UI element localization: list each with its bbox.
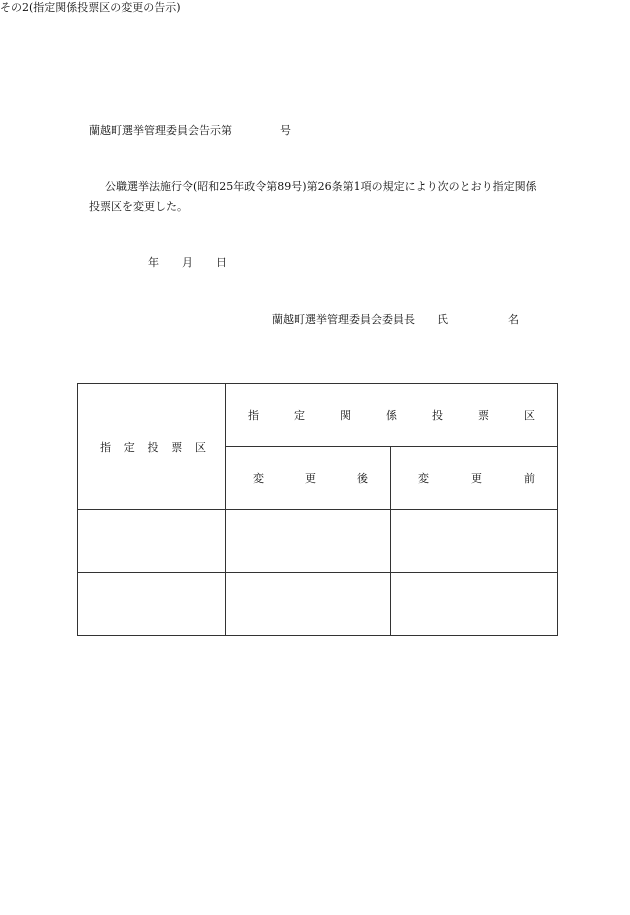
table-cell-empty (226, 573, 391, 636)
notice-number-line (89, 123, 291, 139)
body-text-line-2: 投票区を変更した。 (89, 200, 188, 213)
header-char: 投 (147, 440, 159, 454)
header-char: 後 (357, 472, 368, 485)
header-char: 変 (418, 472, 429, 485)
heading: その2(指定関係投票区の変更の告示) (0, 1, 181, 14)
header-char: 関 (340, 409, 351, 422)
header-char: 票 (171, 440, 183, 454)
table-cell-empty (226, 510, 391, 573)
related-district-header (226, 407, 557, 423)
notice-prefix: 蘭越町選挙管理委員会告示第 (89, 124, 232, 137)
notice-suffix: 号 (280, 124, 291, 137)
designated-district-header-cell (78, 384, 226, 510)
table-row (78, 510, 558, 573)
table-cell-empty (391, 573, 558, 636)
date-day: 日 (216, 256, 227, 269)
after-change-header (226, 470, 390, 486)
header-char: 係 (386, 409, 397, 422)
header-char: 指 (100, 440, 111, 454)
before-change-header (391, 470, 557, 486)
date-month: 月 (182, 256, 193, 269)
table-cell-empty (78, 573, 226, 636)
header-char: 変 (253, 472, 264, 485)
header-char: 投 (432, 409, 443, 422)
signature-given-name: 名 (508, 313, 519, 326)
related-district-header-cell (226, 384, 558, 447)
header-char: 前 (524, 472, 535, 485)
header-char: 指 (248, 409, 259, 422)
date-year: 年 (148, 256, 159, 269)
header-char: 更 (471, 472, 482, 485)
signature-title: 蘭越町選挙管理委員会委員長 (272, 313, 415, 326)
designated-district-header (78, 439, 228, 455)
signature-line (272, 312, 519, 328)
header-char: 票 (478, 409, 489, 422)
polling-district-table (77, 383, 558, 636)
date-line (148, 255, 227, 271)
header-char: 区 (524, 409, 535, 422)
body-text-line-1: 公職選挙法施行令(昭和25年政令第89号)第26条第1項の規定により次のとおり指定関係 (105, 180, 537, 193)
table-header-row-1 (78, 384, 558, 447)
header-char: 区 (195, 440, 206, 454)
header-char: 更 (305, 472, 316, 485)
table-cell-empty (391, 510, 558, 573)
before-change-header-cell (391, 447, 558, 510)
table-row (78, 573, 558, 636)
signature-surname: 氏 (437, 313, 448, 326)
header-char: 定 (123, 440, 135, 454)
table-cell-empty (78, 510, 226, 573)
after-change-header-cell (226, 447, 391, 510)
header-char: 定 (294, 409, 305, 422)
